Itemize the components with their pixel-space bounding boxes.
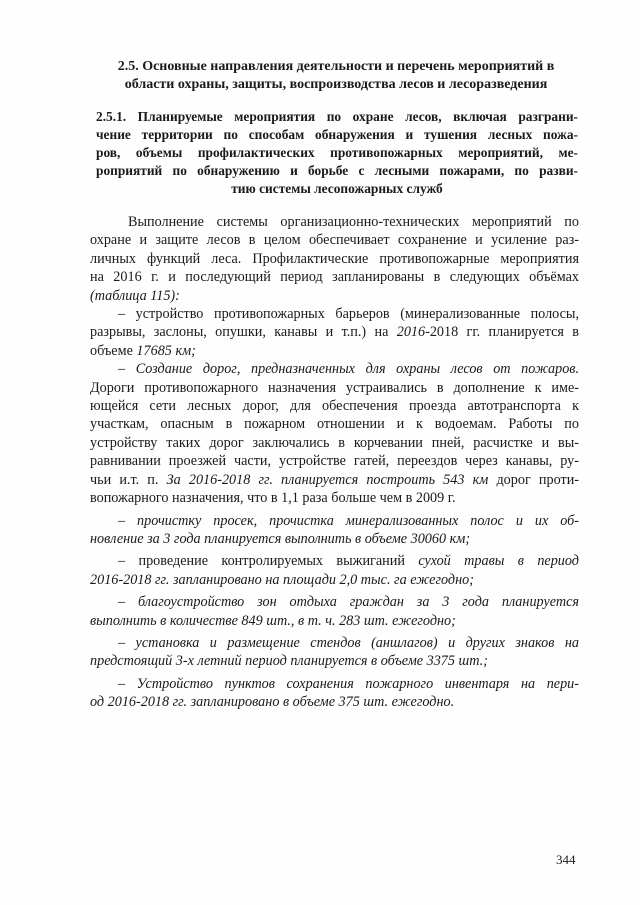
text-line: – Устройство пунктов сохранения пожарного инвентаря на пери- xyxy=(118,675,579,692)
text-line: вопожарного назначения, что в 1,1 раза больше чем в 2009 г. xyxy=(90,490,456,507)
text-line: – благоустройство зон отдыха граждан за 3 года планируется xyxy=(118,594,579,611)
text-line: на 2016 г. и последующий период запланированы в следующих объёмах xyxy=(90,269,579,286)
text-line: – Создание дорог, предназначенных для охраны лесов от пожаров. xyxy=(118,361,580,378)
text-line: устройству таких дорог заключались в корчевании пней, расчистке и вы- xyxy=(90,434,579,451)
text-line: (таблица 115): xyxy=(90,287,180,304)
text-line: ющейся сети лесных дорог, для обеспечения проезда автотранспорта к xyxy=(90,398,579,415)
paragraph-roads xyxy=(90,360,579,507)
paragraph-clearing xyxy=(90,512,579,549)
text-line: – проведение контролируемых выжиганий сухой травы в период xyxy=(118,553,579,570)
subsection-heading-line-2: чение территории по способам обнаружения и тушения лесных пожа- xyxy=(96,127,578,142)
text-line: участкам, опасным в пожарном отношении и к водоемам. Работы по xyxy=(90,416,579,433)
section-heading-line-2: области охраны, защиты, воспроизводства лесов и лесоразведения xyxy=(124,77,548,92)
paragraph-recreation xyxy=(90,593,579,630)
text-line: 2016-2018 гг. запланировано на площади 2,0 тыс. га ежегодно; xyxy=(90,571,474,588)
text-line: новление за 3 года планируется выполнить в объеме 30060 км; xyxy=(90,530,471,547)
text-line: охране и защите лесов в целом обеспечивает сохранение и усиление раз- xyxy=(90,232,579,249)
paragraph-intro xyxy=(90,213,579,305)
subsection-heading-line-1: 2.5.1. Планируемые мероприятия по охране лесов, включая разграни- xyxy=(96,109,578,124)
section-heading-line-1: 2.5. Основные направления деятельности и перечень мероприятий в xyxy=(117,59,555,74)
subsection-heading-line-4: роприятий по обнаружению и борьбе с лесными пожарами, по разви- xyxy=(96,163,578,178)
paragraph-stands xyxy=(90,634,579,671)
text-line: личных функций леса. Профилактические противопожарные мероприятия xyxy=(90,250,579,267)
text-line: объеме 17685 км; xyxy=(90,342,196,359)
body-text xyxy=(90,213,579,712)
text-line: – установка и размещение стендов (аншлагов) и других знаков на xyxy=(118,634,579,651)
text-line: Дороги противопожарного назначения устраивались в дополнение к име- xyxy=(90,379,579,396)
text-line: од 2016-2018 гг. запланировано в объеме 375 шт. ежегодно. xyxy=(90,694,455,711)
section-heading xyxy=(96,58,576,94)
paragraph-fire-equipment xyxy=(90,675,579,712)
text-line: чьи и.т. п. За 2016-2018 гг. планируется построить 543 км дорог проти- xyxy=(90,471,580,488)
subsection-heading-line-3: ров, объемы профилактических противопожарных мероприятий, ме- xyxy=(96,145,578,160)
paragraph-barriers xyxy=(90,305,579,360)
page-number: 344 xyxy=(556,852,576,867)
text-line: равнивании проезжей части, устройстве гатей, переездов через канавы, ру- xyxy=(90,453,579,470)
subsection-heading-line-5: тию системы лесопожарных служб xyxy=(231,181,443,196)
text-line: Выполнение системы организационно-технических мероприятий по xyxy=(128,214,579,230)
text-line: – прочистку просек, прочистка минерализованных полос и их об- xyxy=(118,512,579,529)
text-line: – устройство противопожарных барьеров (минерализованные полосы, xyxy=(118,306,579,323)
text-line: разрывы, заслоны, опушки, канавы и т.п.) на 2016-2018 гг. планируется в xyxy=(90,324,579,341)
subsection-heading xyxy=(96,108,578,198)
text-line: предстоящий 3-х летний период планируется в объеме 3375 шт.; xyxy=(90,653,488,670)
text-line: выполнить в количестве 849 шт., в т. ч. 283 шт. ежегодно; xyxy=(90,612,456,629)
paragraph-burning xyxy=(90,552,579,589)
